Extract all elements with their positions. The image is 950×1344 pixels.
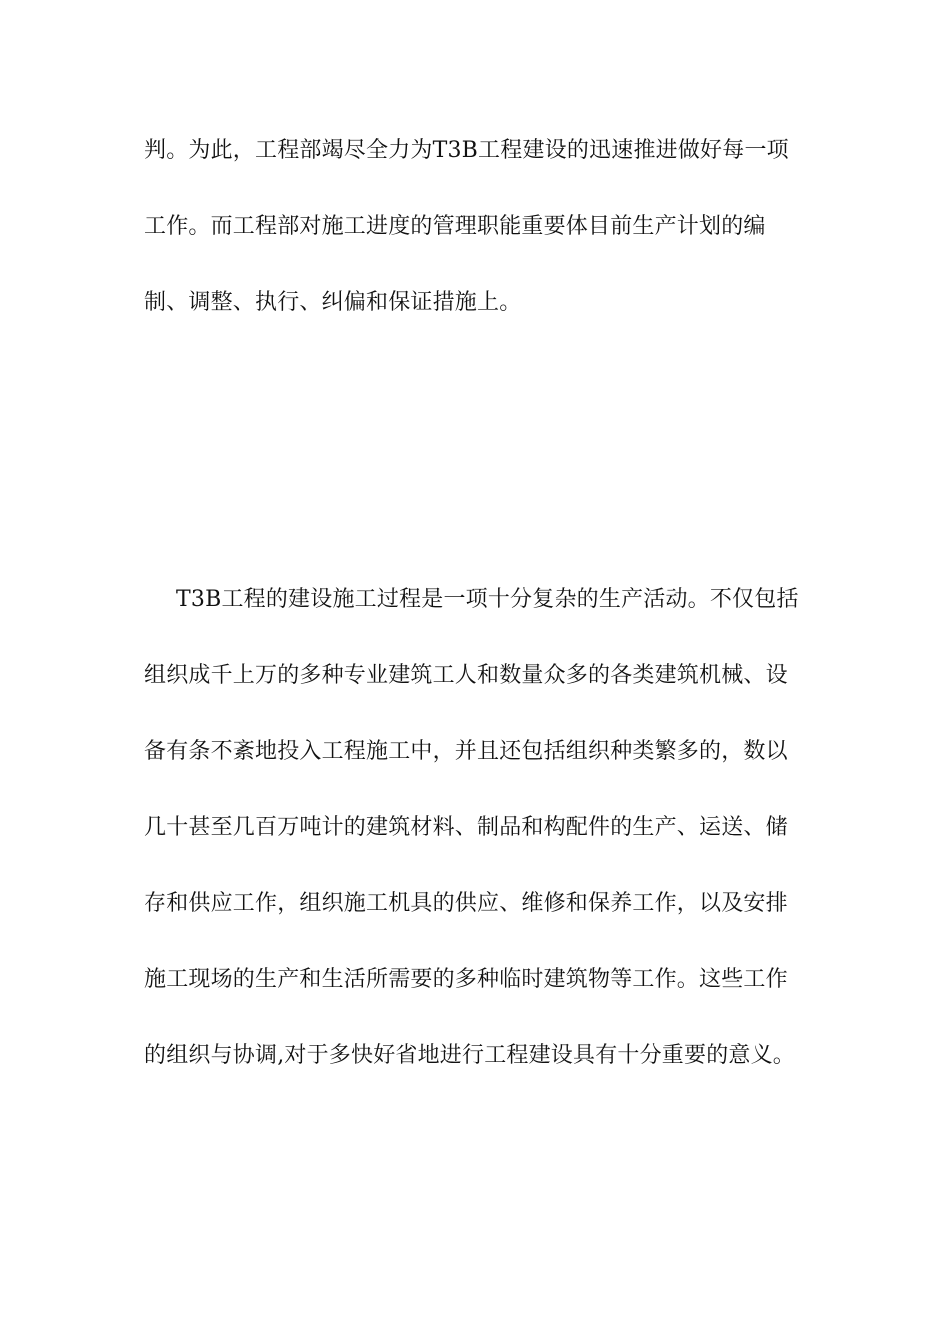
- paragraph-2-line-6: 施工现场的生产和生活所需要的多种临时建筑物等工作。这些工作: [144, 967, 788, 992]
- paragraph-1-line-2: 工作。而工程部对施工进度的管理职能重要体目前生产计划的编: [144, 214, 766, 239]
- paragraph-2-line-3: 备有条不紊地投入工程施工中，并且还包括组织种类繁多的，数以: [144, 739, 788, 764]
- paragraph-1-line-3: 制、调整、执行、纠偏和保证措施上。: [144, 290, 522, 315]
- paragraph-2-line-1: T3B工程的建设施工过程是一项十分复杂的生产活动。不仅包括: [176, 587, 799, 612]
- paragraph-2-line-4: 几十甚至几百万吨计的建筑材料、制品和构配件的生产、运送、储: [144, 815, 788, 840]
- paragraph-1-line-1: 判。为此，工程部竭尽全力为T3B工程建设的迅速推进做好每一项: [144, 138, 789, 163]
- paragraph-2-line-7: 的组织与协调,对于多快好省地进行工程建设具有十分重要的意义。: [144, 1043, 795, 1068]
- paragraph-2-line-5: 存和供应工作，组织施工机具的供应、维修和保养工作，以及安排: [144, 891, 788, 916]
- paragraph-2-line-2: 组织成千上万的多种专业建筑工人和数量众多的各类建筑机械、设: [144, 663, 788, 688]
